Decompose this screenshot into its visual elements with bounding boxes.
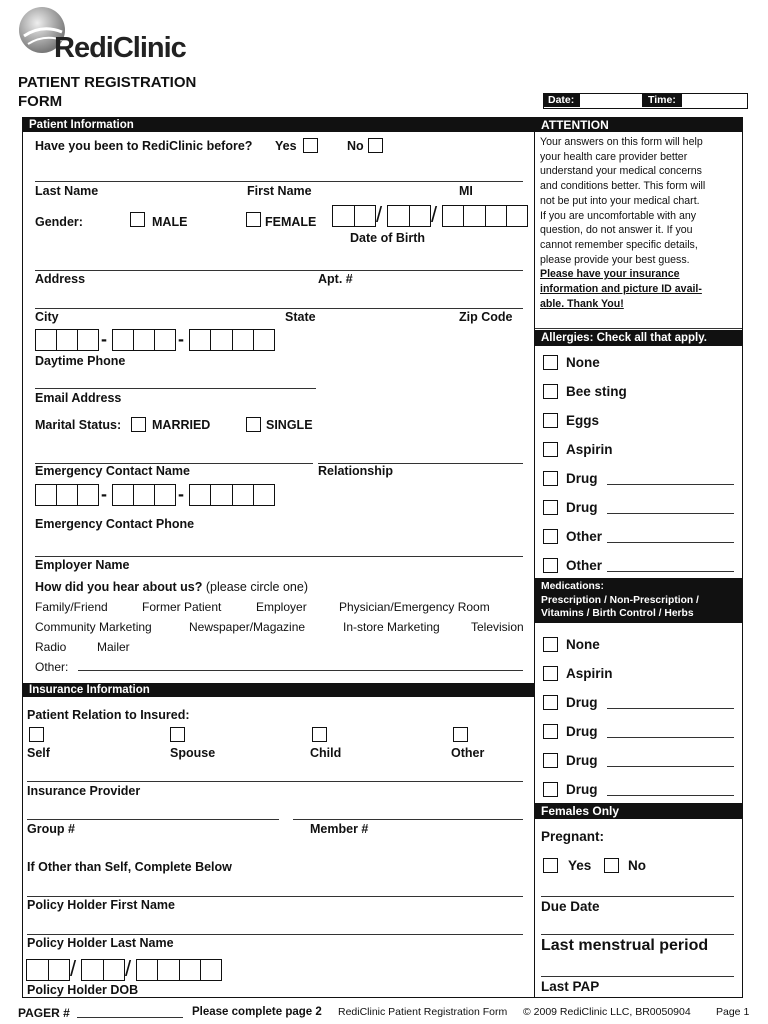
- emergency-name-label: Emergency Contact Name: [35, 464, 190, 478]
- allergy-other-label: Other: [566, 558, 603, 573]
- hear-option[interactable]: Physician/Emergency Room: [339, 600, 490, 614]
- single-checkbox[interactable]: [246, 417, 261, 432]
- form-title-line1: PATIENT REGISTRATION: [18, 74, 197, 91]
- footer-form-name: RediClinic Patient Registration Form: [338, 1006, 508, 1018]
- med-drug-label: Drug: [566, 753, 598, 768]
- date-time-box: [543, 93, 748, 109]
- logo-text: RediClinic: [54, 32, 186, 64]
- pager-line[interactable]: [77, 1017, 183, 1018]
- med-drug-checkbox[interactable]: [543, 753, 558, 768]
- married-label: MARRIED: [152, 418, 211, 432]
- hear-option[interactable]: Family/Friend: [35, 600, 108, 614]
- attention-header: ATTENTION: [535, 118, 742, 132]
- daytime-phone-label: Daytime Phone: [35, 354, 126, 368]
- email-line: [35, 388, 316, 389]
- med-drug-label: Drug: [566, 695, 598, 710]
- city-label: City: [35, 310, 59, 324]
- allergy-drug-checkbox[interactable]: [543, 471, 558, 486]
- ph-dob-label: Policy Holder DOB: [27, 983, 139, 997]
- hear-other-line[interactable]: [78, 670, 523, 671]
- med-none-label: None: [566, 637, 600, 652]
- med-none-checkbox[interactable]: [543, 637, 558, 652]
- med-drug-line[interactable]: [607, 737, 734, 738]
- ph-dob-year-boxes[interactable]: [136, 959, 222, 981]
- allergy-eggs-checkbox[interactable]: [543, 413, 558, 428]
- visited-no-checkbox[interactable]: [368, 138, 383, 153]
- phone-area-boxes[interactable]: [35, 329, 99, 351]
- insurance-header: Insurance Information: [23, 683, 534, 697]
- med-drug-line[interactable]: [607, 795, 734, 796]
- attention-line: If you are uncomfortable with any: [540, 209, 697, 222]
- spouse-checkbox[interactable]: [170, 727, 185, 742]
- allergy-other-checkbox[interactable]: [543, 558, 558, 573]
- pregnant-no-checkbox[interactable]: [604, 858, 619, 873]
- male-checkbox[interactable]: [130, 212, 145, 227]
- married-checkbox[interactable]: [131, 417, 146, 432]
- ph-last-label: Policy Holder Last Name: [27, 936, 174, 950]
- child-checkbox[interactable]: [312, 727, 327, 742]
- time-field[interactable]: [684, 94, 746, 107]
- footer-copyright: © 2009 RediClinic LLC, BR0050904: [523, 1006, 691, 1018]
- group-label: Group #: [27, 822, 75, 836]
- allergy-none-label: None: [566, 355, 600, 370]
- phone-dash: -: [101, 484, 107, 504]
- name-line: [35, 181, 523, 182]
- emergency-phone-prefix-boxes[interactable]: [112, 484, 176, 506]
- med-drug-label: Drug: [566, 724, 598, 739]
- self-label: Self: [27, 746, 50, 760]
- attention-note-line: able. Thank You!: [540, 297, 624, 310]
- form-title: [18, 73, 196, 111]
- attention-bottom-line: [535, 328, 742, 329]
- female-label: FEMALE: [265, 215, 317, 229]
- allergy-bee-sting-checkbox[interactable]: [543, 384, 558, 399]
- med-drug-checkbox[interactable]: [543, 782, 558, 797]
- dob-day-boxes[interactable]: [387, 205, 431, 227]
- female-checkbox[interactable]: [246, 212, 261, 227]
- hear-option[interactable]: Radio: [35, 640, 67, 654]
- dob-label: Date of Birth: [350, 231, 425, 245]
- relationship-label: Relationship: [318, 464, 394, 478]
- emergency-phone-label: Emergency Contact Phone: [35, 517, 195, 531]
- phone-prefix-boxes[interactable]: [112, 329, 176, 351]
- med-drug-line[interactable]: [607, 766, 734, 767]
- allergy-eggs-label: Eggs: [566, 413, 600, 428]
- member-line: [293, 819, 523, 820]
- pregnant-label: Pregnant:: [541, 829, 605, 844]
- date-field[interactable]: [581, 94, 641, 107]
- pregnant-yes-checkbox[interactable]: [543, 858, 558, 873]
- allergy-other-line[interactable]: [607, 542, 734, 543]
- single-label: SINGLE: [266, 418, 313, 432]
- allergy-drug-line[interactable]: [607, 484, 734, 485]
- complete-page2-note: Please complete page 2: [192, 1006, 322, 1018]
- females-header: Females Only: [535, 803, 742, 819]
- logo: [18, 6, 208, 66]
- hear-other-label: Other:: [35, 660, 69, 674]
- medications-header-line: Vitamins / Birth Control / Herbs: [541, 608, 694, 619]
- allergy-aspirin-checkbox[interactable]: [543, 442, 558, 457]
- attention-line: your health care provider better: [540, 150, 688, 163]
- hear-option[interactable]: Television: [471, 620, 524, 634]
- phone-dash: -: [178, 329, 184, 349]
- visited-question: Have you been to RediClinic before?: [35, 139, 253, 153]
- med-aspirin-checkbox[interactable]: [543, 666, 558, 681]
- allergy-other-line[interactable]: [607, 571, 734, 572]
- visited-yes-label: Yes: [275, 139, 297, 153]
- attention-line: Your answers on this form will help: [540, 136, 703, 148]
- medications-header-line: Medications:: [541, 581, 604, 592]
- phone-dash: -: [178, 484, 184, 504]
- allergy-drug-label: Drug: [566, 471, 598, 486]
- zip-label: Zip Code: [459, 310, 513, 324]
- med-drug-label: Drug: [566, 782, 598, 797]
- gender-label: Gender:: [35, 215, 83, 229]
- phone-dash: -: [101, 329, 107, 349]
- dob-year-boxes[interactable]: [442, 205, 528, 227]
- other-label: Other: [451, 746, 485, 760]
- provider-line: [27, 781, 523, 782]
- allergy-drug-label: Drug: [566, 500, 598, 515]
- allergy-none-checkbox[interactable]: [543, 355, 558, 370]
- attention-note-line: Please have your insurance: [540, 268, 680, 281]
- allergy-drug-checkbox[interactable]: [543, 500, 558, 515]
- attention-line: cannot remember specific details,: [540, 238, 698, 251]
- medications-header-line: Prescription / Non-Prescription /: [541, 594, 699, 606]
- address-line: [35, 270, 523, 271]
- ph-first-line: [27, 896, 523, 897]
- ph-dob-month-boxes[interactable]: [26, 959, 70, 981]
- hear-question: [35, 580, 308, 594]
- mi-label: MI: [459, 184, 473, 198]
- other-checkbox[interactable]: [453, 727, 468, 742]
- med-drug-checkbox[interactable]: [543, 695, 558, 710]
- emergency-phone-area-boxes[interactable]: [35, 484, 99, 506]
- self-checkbox[interactable]: [29, 727, 44, 742]
- form-title-line2: FORM: [18, 93, 63, 110]
- relation-label: Patient Relation to Insured:: [27, 708, 190, 722]
- male-label: MALE: [152, 215, 188, 229]
- emergency-phone-line-boxes[interactable]: [189, 484, 275, 506]
- visited-yes-checkbox[interactable]: [303, 138, 318, 153]
- marital-label: Marital Status:: [35, 418, 122, 432]
- allergy-aspirin-label: Aspirin: [566, 442, 613, 457]
- hear-option[interactable]: Mailer: [97, 640, 130, 654]
- member-label: Member #: [310, 822, 369, 836]
- attention-line: please provide your best guess.: [540, 253, 690, 266]
- lmp-label: Last menstrual period: [541, 937, 709, 954]
- email-label: Email Address: [35, 391, 122, 405]
- dob-slash: /: [376, 202, 383, 227]
- last-name-label: Last Name: [35, 184, 99, 198]
- dob-slash: /: [125, 956, 132, 981]
- attention-line: and conditions better. This form will: [540, 180, 706, 193]
- footer-page: Page 1: [716, 1006, 750, 1018]
- apt-label: Apt. #: [318, 272, 353, 286]
- attention-line: understand your medical concerns: [540, 165, 702, 178]
- state-label: State: [285, 310, 316, 324]
- time-label: Time:: [648, 94, 676, 106]
- med-drug-line[interactable]: [607, 708, 734, 709]
- hear-option[interactable]: Community Marketing: [35, 620, 152, 634]
- hear-question-note: (please circle one): [205, 580, 308, 594]
- group-line: [27, 819, 279, 820]
- pap-label: Last PAP: [541, 979, 600, 994]
- dob-slash: /: [70, 956, 77, 981]
- employer-label: Employer Name: [35, 558, 130, 572]
- date-label: Date:: [548, 94, 575, 106]
- hear-option[interactable]: In-store Marketing: [343, 620, 440, 634]
- dob-slash: /: [431, 202, 438, 227]
- pap-line: [541, 976, 734, 977]
- pager-label: PAGER #: [18, 1006, 70, 1020]
- due-date-line: [541, 896, 734, 897]
- attention-text: [540, 135, 705, 311]
- due-date-label: Due Date: [541, 899, 600, 914]
- if-other-label: If Other than Self, Complete Below: [27, 860, 232, 874]
- allergy-bee-sting-label: Bee sting: [566, 384, 627, 399]
- hear-option[interactable]: Newspaper/Magazine: [189, 620, 306, 634]
- hear-option[interactable]: Employer: [256, 600, 307, 614]
- allergy-other-label: Other: [566, 529, 603, 544]
- ph-first-label: Policy Holder First Name: [27, 898, 175, 912]
- allergy-other-checkbox[interactable]: [543, 529, 558, 544]
- ph-dob-day-boxes[interactable]: [81, 959, 125, 981]
- hear-question-text: How did you hear about us?: [35, 580, 203, 594]
- attention-line: question, do not answer it. If you: [540, 224, 693, 237]
- city-line: [35, 308, 523, 309]
- allergy-drug-line[interactable]: [607, 513, 734, 514]
- provider-label: Insurance Provider: [27, 784, 141, 798]
- hear-option[interactable]: Former Patient: [142, 600, 222, 614]
- pregnant-yes-label: Yes: [568, 858, 592, 873]
- spouse-label: Spouse: [170, 746, 216, 760]
- employer-line: [35, 556, 523, 557]
- patient-info-header: Patient Information: [23, 118, 534, 132]
- lmp-line: [541, 934, 734, 935]
- med-aspirin-label: Aspirin: [566, 666, 613, 681]
- child-label: Child: [310, 746, 342, 760]
- attention-note-line: information and picture ID avail-: [540, 283, 702, 296]
- ph-last-line: [27, 934, 523, 935]
- pregnant-no-label: No: [628, 858, 646, 873]
- column-divider: [534, 117, 535, 998]
- dob-month-boxes[interactable]: [332, 205, 376, 227]
- allergies-header: Allergies: Check all that apply.: [535, 330, 742, 346]
- visited-no-label: No: [347, 139, 364, 153]
- medications-header: [535, 578, 742, 623]
- first-name-label: First Name: [247, 184, 312, 198]
- attention-line: not be put into your medical chart.: [540, 194, 700, 207]
- med-drug-checkbox[interactable]: [543, 724, 558, 739]
- phone-line-boxes[interactable]: [189, 329, 275, 351]
- address-label: Address: [35, 272, 86, 286]
